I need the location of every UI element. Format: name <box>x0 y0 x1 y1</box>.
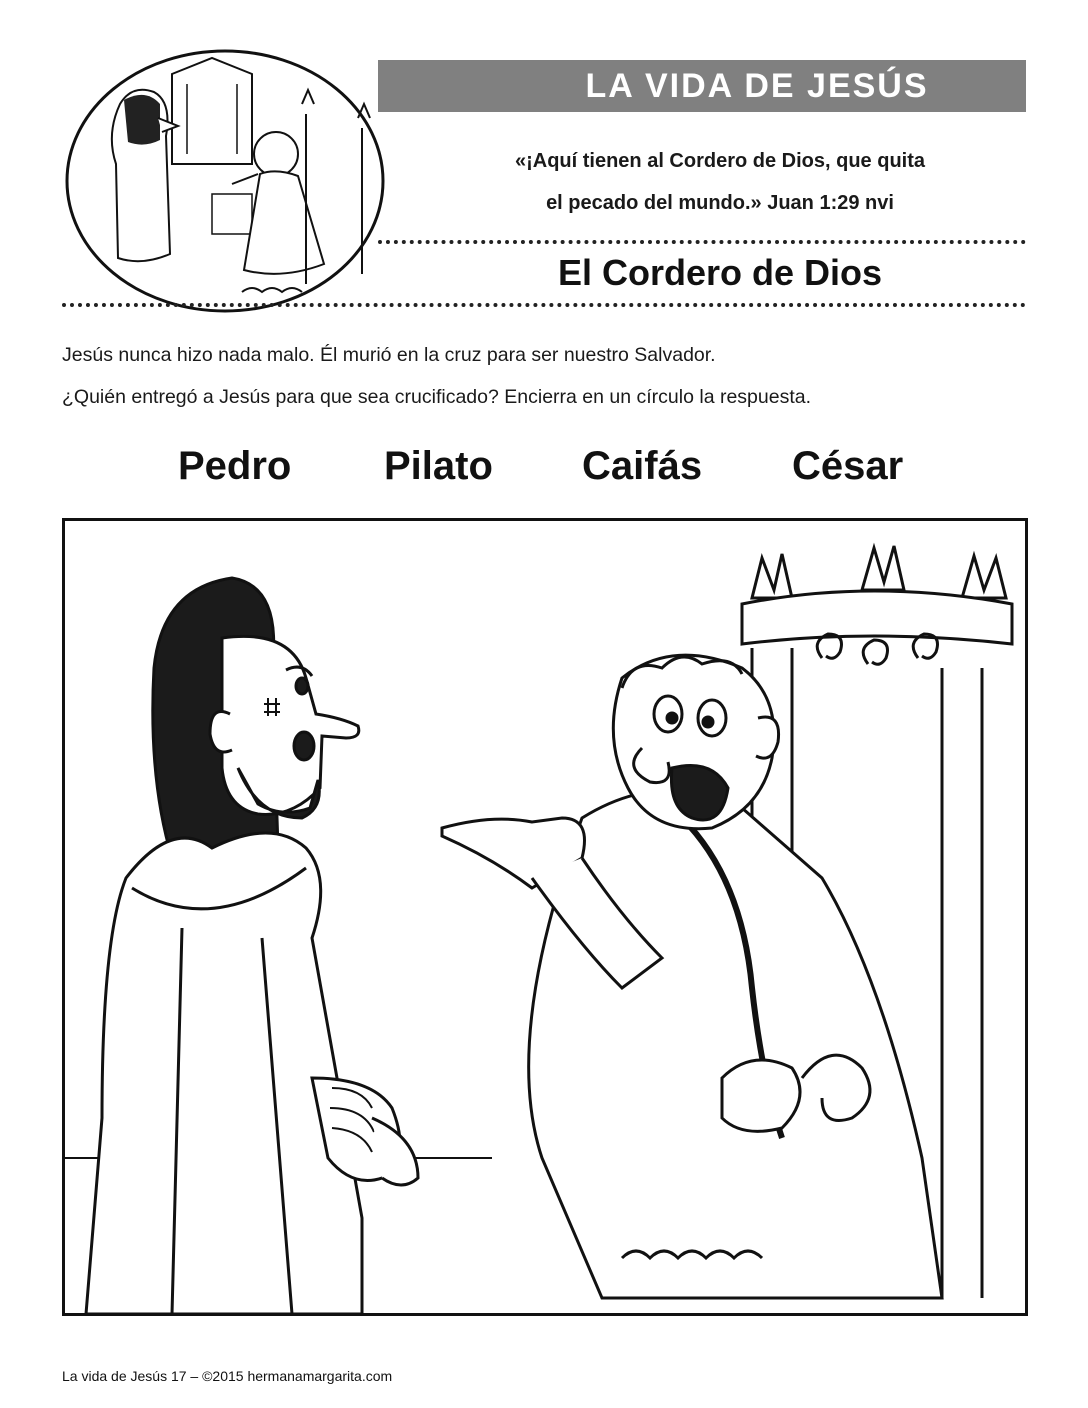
lesson-title: El Cordero de Dios <box>557 252 883 293</box>
header-scene-illustration <box>62 44 388 318</box>
answer-choice-pilato[interactable]: Pilato <box>384 444 493 488</box>
verse-text-line-2: el pecado del mundo.» Juan 1:29 nvi <box>546 192 894 214</box>
answer-choice-caifas[interactable]: Caifás <box>582 444 703 488</box>
series-title: LA VIDA DE JESÚS <box>585 67 929 105</box>
instruction-text-1: Jesús nunca hizo nada malo. Él murió en la cruz para ser nuestro Salvador. <box>62 344 716 366</box>
instruction-text-2: ¿Quién entregó a Jesús para que sea crucificado? Encierra en un círculo la respuesta. <box>62 386 812 408</box>
verse-text-line-1: «¡Aquí tienen al Cordero de Dios, que quita <box>514 150 926 172</box>
dotted-divider-bottom <box>62 303 1026 307</box>
coloring-illustration <box>62 518 1028 1316</box>
answer-choice-pedro[interactable]: Pedro <box>178 444 292 488</box>
dotted-divider-top <box>378 240 1026 244</box>
footer-credit: La vida de Jesús 17 – ©2015 hermanamargarita.com <box>62 1368 393 1384</box>
answer-choice-cesar[interactable]: César <box>792 444 904 488</box>
